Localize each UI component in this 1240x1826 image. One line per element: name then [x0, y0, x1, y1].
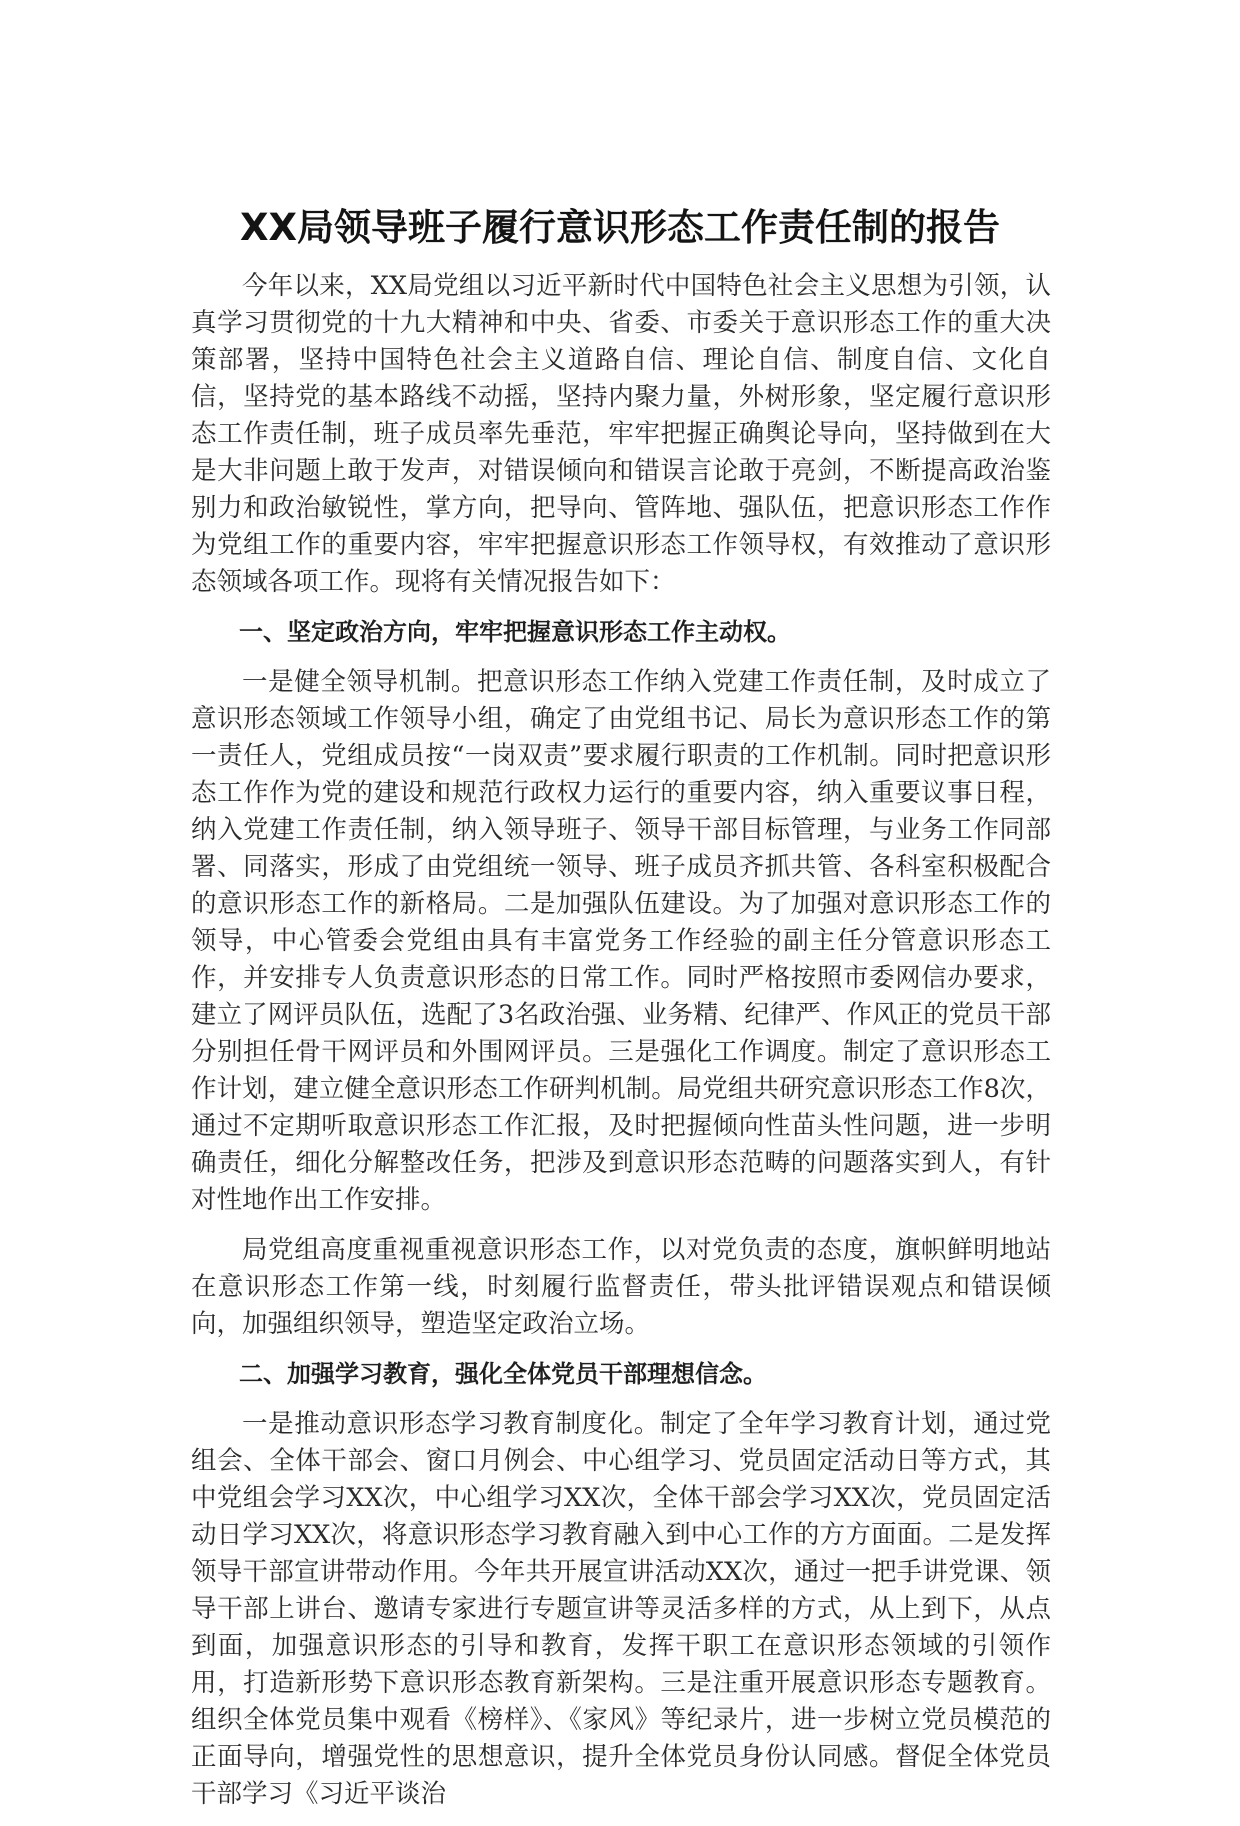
document-title: XX局领导班子履行意识形态工作责任制的报告	[239, 206, 1001, 249]
section-1-paragraph-1: 一是健全领导机制。把意识形态工作纳入党建工作责任制，及时成立了意识形态领域工作领导小组，确定了由党组书记、局长为意识形态工作的第一责任人，党组成员按“一岗双责”要求履行职责的工作机制。同时把意识形态工作作为党的建设和规范行政权力运行的重要内容，纳入重要议事日程，纳入党建工作责任制，纳入领导班子、领导干部目标管理，与业务工作同部署、同落实，形成了由党组统一领导、班子成员齐抓共管、各科室积极配合的意识形态工作的新格局。二是加强队伍建设。为了加强对意识形态工作的领导，中心管委会党组由具有丰富党务工作经验的副主任分管意识形态工作，并安排专人负责意识形态的日常工作。同时严格按照市委网信办要求，建立了网评员队伍，选配了3名政治强、业务精、纪律严、作风正的党员干部分别担任骨干网评员和外围网评员。三是强化工作调度。制定了意识形态工作计划，建立健全意识形态工作研判机制。局党组共研究意识形态工作8次，通过不定期听取意识形态工作汇报，及时把握倾向性苗头性问题，进一步明确责任，细化分解整改任务，把涉及到意识形态范畴的问题落实到人，有针对性地作出工作安排。	[191, 667, 1051, 1215]
section-1-paragraph-2: 局党组高度重视重视意识形态工作，以对党负责的态度，旗帜鲜明地站在意识形态工作第一线，时刻履行监督责任，带头批评错误观点和错误倾向，加强组织领导，塑造坚定政治立场。	[191, 1235, 1051, 1339]
section-heading-1: 一、坚定政治方向，牢牢把握意识形态工作主动权。	[239, 618, 791, 646]
section-2-paragraph-1: 一是推动意识形态学习教育制度化。制定了全年学习教育计划，通过党组会、全体干部会、窗口月例会、中心组学习、党员固定活动日等方式，其中党组会学习XX次，中心组学习XX次，全体干部会学习XX次，党员固定活动日学习XX次，将意识形态学习教育融入到中心工作的方方面面。二是发挥领导干部宣讲带动作用。今年共开展宣讲活动XX次，通过一把手讲党课、领导干部上讲台、邀请专家进行专题宣讲等灵活多样的方式，从上到下，从点到面，加强意识形态的引导和教育，发挥干职工在意识形态领域的引领作用，打造新形势下意识形态教育新架构。三是注重开展意识形态专题教育。组织全体党员集中观看《榜样》、《家风》等纪录片，进一步树立党员模范的正面导向，增强党性的思想意识，提升全体党员身份认同感。督促全体党员干部学习《习近平谈治	[191, 1409, 1051, 1809]
document-body	[191, 268, 1051, 1826]
section-heading-2: 二、加强学习教育，强化全体党员干部理想信念。	[239, 1360, 767, 1388]
intro-paragraph: 今年以来，XX局党组以习近平新时代中国特色社会主义思想为引领，认真学习贯彻党的十九大精神和中央、省委、市委关于意识形态工作的重大决策部署，坚持中国特色社会主义道路自信、理论自信、制度自信、文化自信，坚持党的基本路线不动摇，坚持内聚力量，外树形象，坚定履行意识形态工作责任制，班子成员率先垂范，牢牢把握正确舆论导向，坚持做到在大是大非问题上敢于发声，对错误倾向和错误言论敢于亮剑，不断提高政治鉴别力和政治敏锐性，掌方向，把导向、管阵地、强队伍，把意识形态工作作为党组工作的重要内容，牢牢把握意识形态工作领导权，有效推动了意识形态领域各项工作。现将有关情况报告如下：	[191, 271, 1051, 597]
